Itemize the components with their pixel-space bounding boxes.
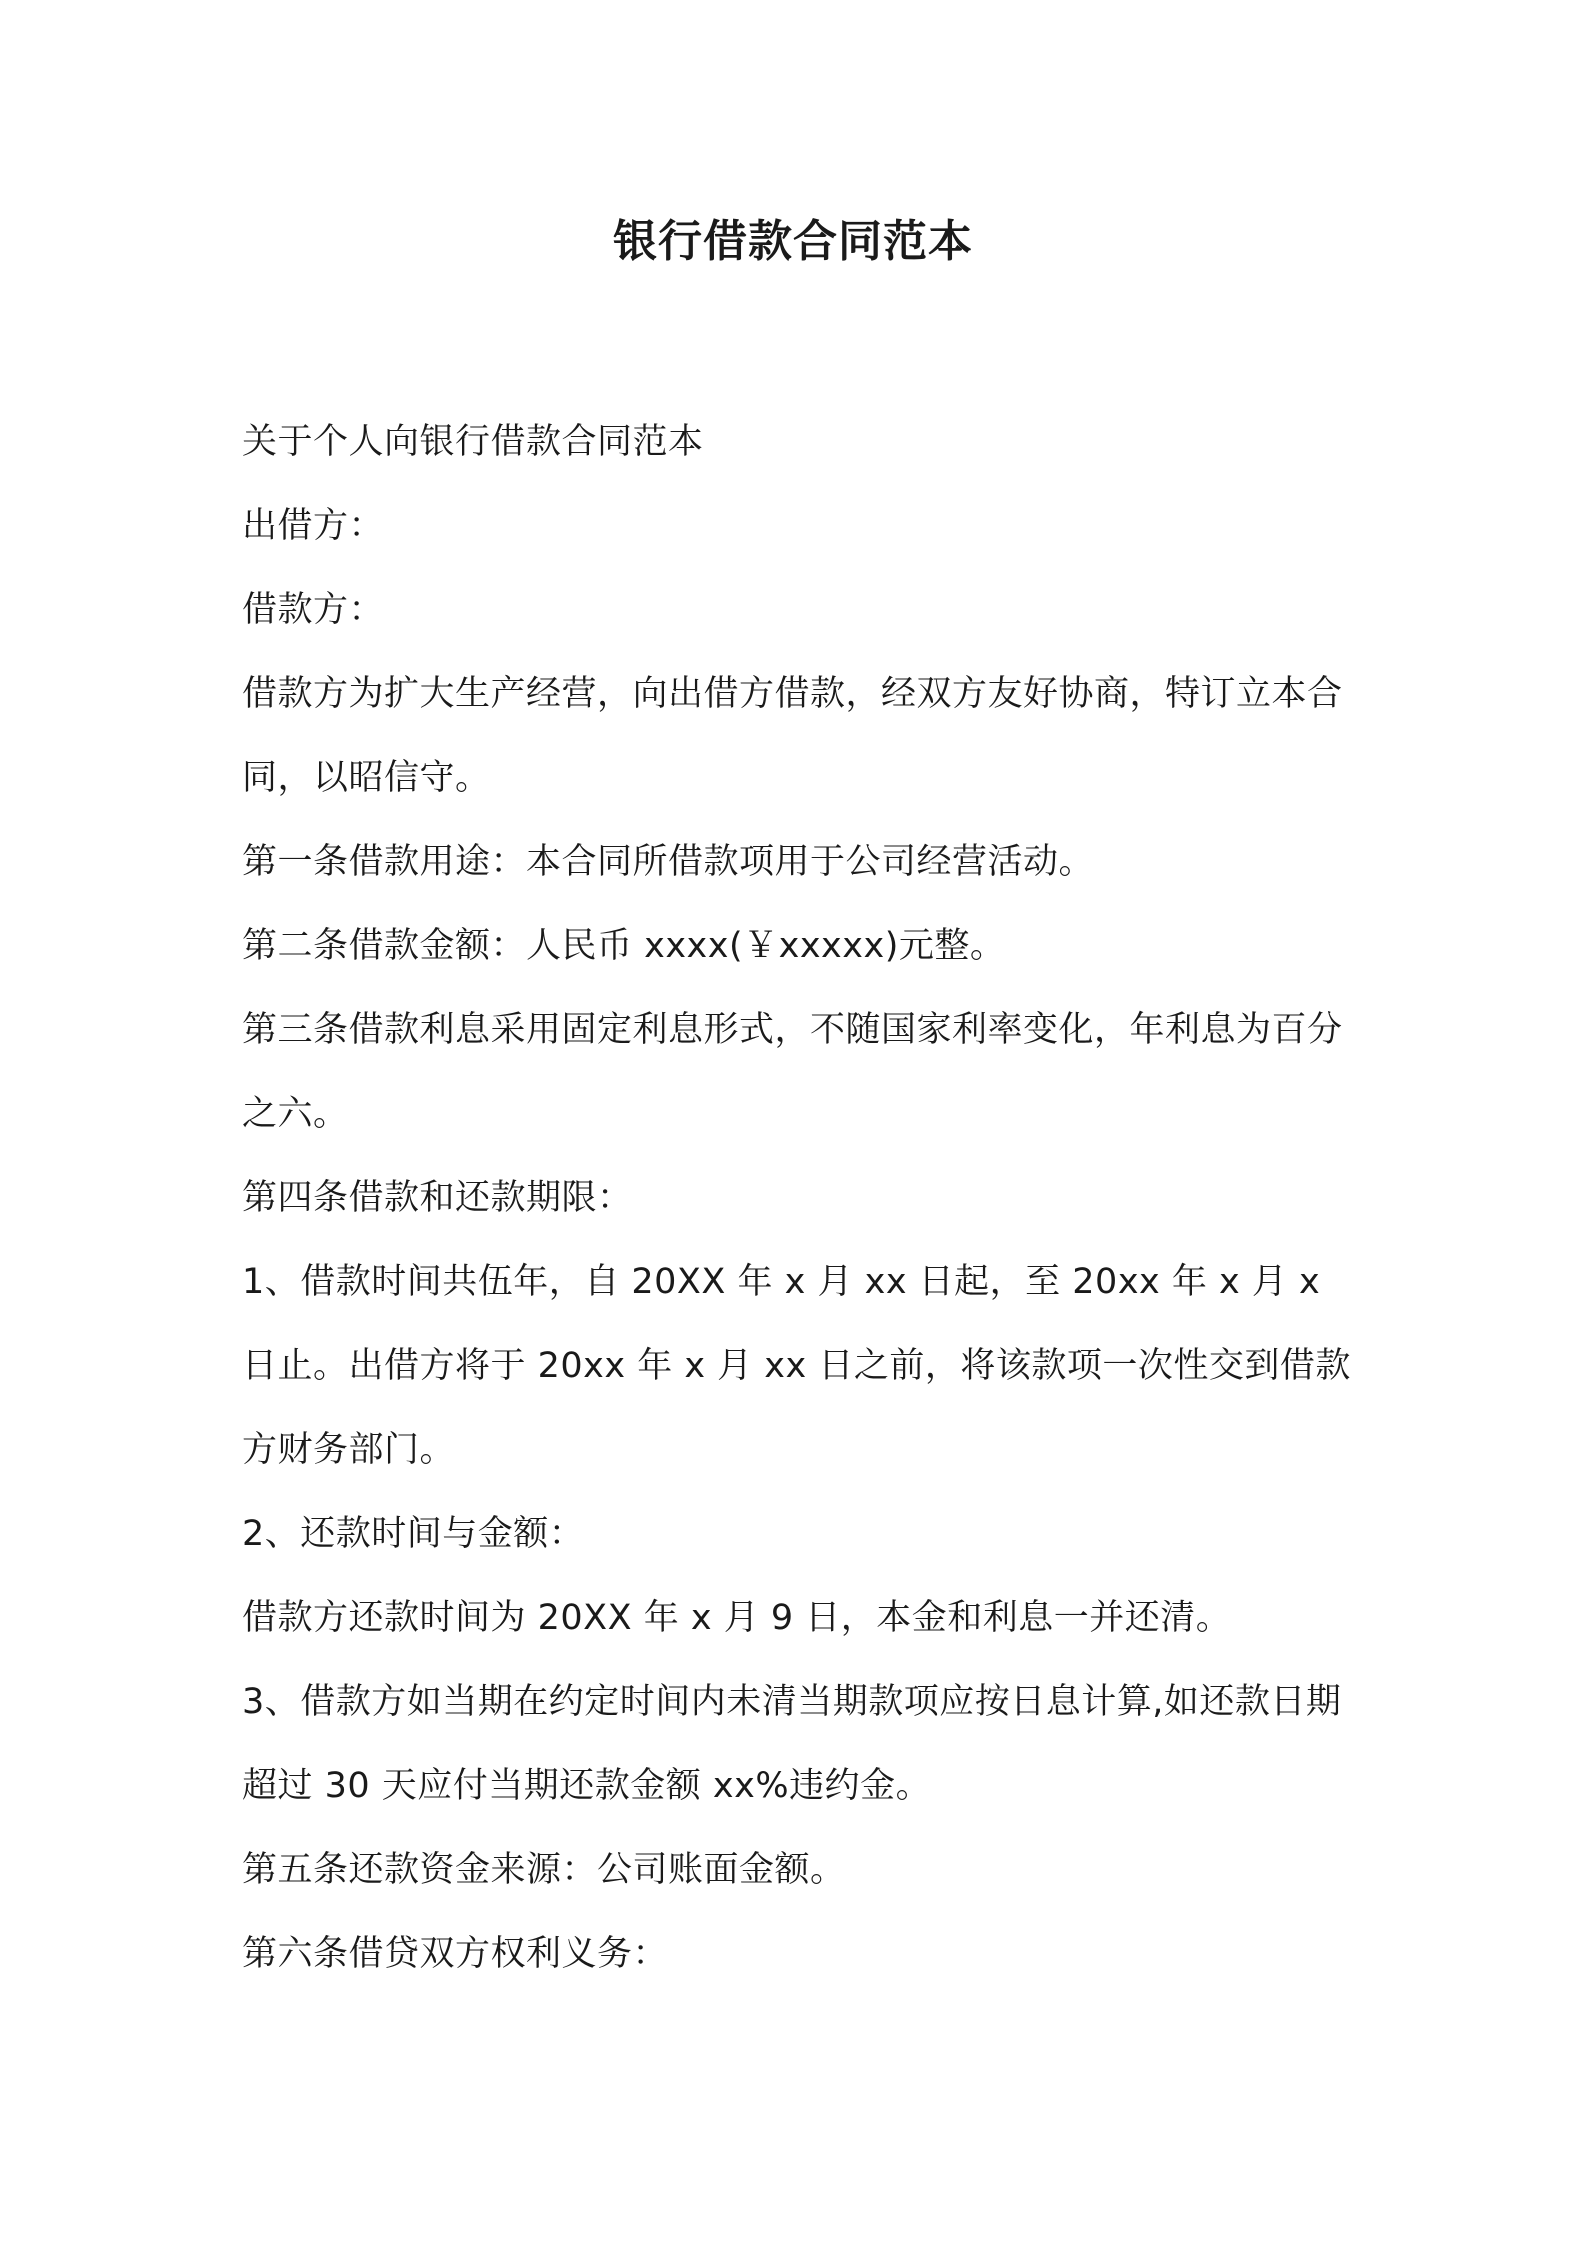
repayment-time-paragraph: 借款方还款时间为 20XX 年 x 月 9 日，本金和利息一并还清。: [242, 1598, 1232, 1638]
article-2-amount: 第二条借款金额：人民币 xxxx(￥xxxxx)元整。: [242, 926, 1006, 966]
article-4-term-heading: 第四条借款和还款期限：: [242, 1178, 633, 1218]
article-4-item-1: 1、借款时间共伍年，自 20XX 年 x 月 xx 日起，至 20xx 年 x 月 x 日止。出借方将于 20xx 年 x 月 xx 日之前，将该款项一次性交到借款方财务部门。: [242, 1262, 1351, 1470]
article-3-interest: 第三条借款利息采用固定利息形式，不随国家利率变化，年利息为百分之六。: [242, 1010, 1343, 1134]
subtitle-paragraph: 关于个人向银行借款合同范本: [242, 422, 704, 462]
article-4-item-2: 2、还款时间与金额：: [242, 1514, 585, 1554]
document-body: [242, 400, 1352, 1996]
document-title: 银行借款合同范本: [613, 216, 973, 267]
article-6-heading: 第六条借贷双方权利义务：: [242, 1934, 669, 1974]
lender-line: 出借方：: [242, 506, 385, 546]
article-5-source: 第五条还款资金来源：公司账面金额。: [242, 1850, 846, 1890]
article-1-purpose: 第一条借款用途：本合同所借款项用于公司经营活动。: [242, 842, 1095, 882]
article-4-item-3: 3、借款方如当期在约定时间内未清当期款项应按日息计算,如还款日期超过 30 天应付当期还款金额 xx%违约金。: [242, 1682, 1342, 1806]
preamble-paragraph: 借款方为扩大生产经营，向出借方借款，经双方友好协商，特订立本合同，以昭信守。: [242, 674, 1343, 798]
borrower-line: 借款方：: [242, 590, 385, 630]
